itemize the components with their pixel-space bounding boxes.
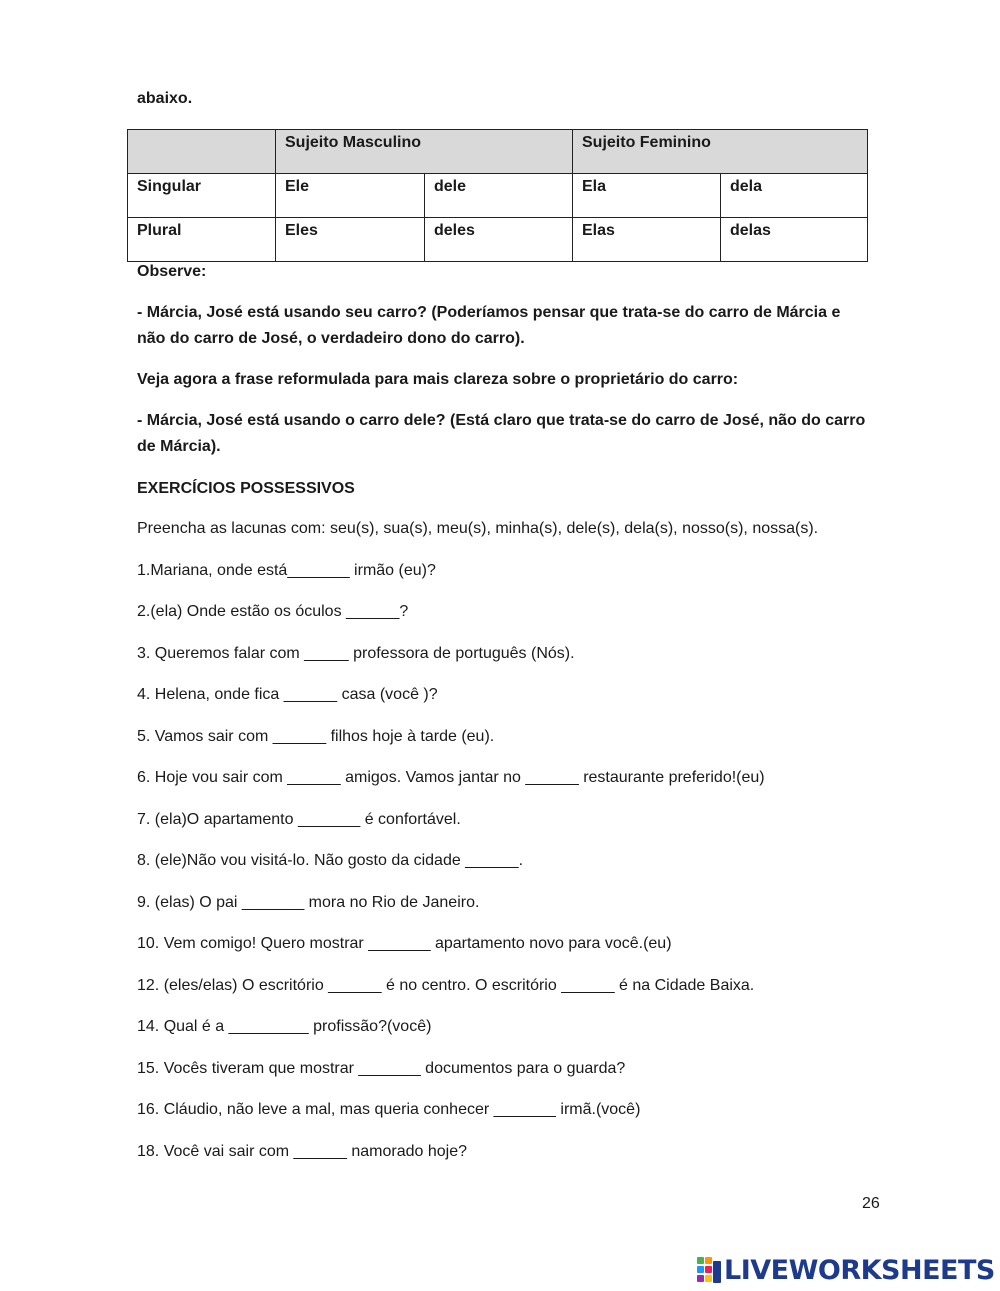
exercise-item-9: 9. (elas) O pai _______ mora no Rio de Janeiro. [137, 894, 480, 911]
table-cell: deles [425, 218, 573, 262]
intro-text: abaixo. [137, 90, 193, 107]
exercises-instruction: Preencha as lacunas com: seu(s), sua(s), meu(s), minha(s), dele(s), dela(s), nosso(s), nossa(s). [137, 520, 819, 537]
exercise-item-16: 16. Cláudio, não leve a mal, mas queria conhecer _______ irmã.(você) [137, 1101, 641, 1118]
table-cell: Ele [276, 174, 425, 218]
exercise-item-18: 18. Você vai sair com ______ namorado hoje? [137, 1143, 467, 1160]
table-cell: Plural [128, 218, 276, 262]
exercise-item-7: 7. (ela)O apartamento _______ é confortável. [137, 811, 461, 828]
possessive-table [127, 129, 868, 262]
observe-paragraph-1: - Márcia, José está usando seu carro? (Poderíamos pensar que trata-se do carro de Márcia e não do carro de José, o verdadeiro dono do carro). [137, 304, 841, 347]
exercise-item-14: 14. Qual é a _________ profissão?(você) [137, 1018, 432, 1035]
exercise-item-10: 10. Vem comigo! Quero mostrar _______ apartamento novo para você.(eu) [137, 935, 672, 952]
page-number: 26 [862, 1195, 880, 1212]
table-cell: delas [721, 218, 868, 262]
table-row-singular [128, 174, 868, 218]
table-header-masculine: Sujeito Masculino [276, 130, 573, 174]
table-header-row [128, 130, 868, 174]
table-cell: Ela [573, 174, 721, 218]
exercise-item-1: 1.Mariana, onde está_______ irmão (eu)? [137, 562, 436, 579]
table-cell: Singular [128, 174, 276, 218]
exercise-item-8: 8. (ele)Não vou visitá-lo. Não gosto da cidade ______. [137, 852, 524, 869]
table-cell: Elas [573, 218, 721, 262]
table-cell: Eles [276, 218, 425, 262]
table-row-plural [128, 218, 868, 262]
exercise-item-12: 12. (eles/elas) O escritório ______ é no centro. O escritório ______ é na Cidade Baixa. [137, 977, 755, 994]
exercises-title: EXERCÍCIOS POSSESSIVOS [137, 480, 355, 497]
exercise-item-6: 6. Hoje vou sair com ______ amigos. Vamos jantar no ______ restaurante preferido!(eu) [137, 769, 765, 786]
table-cell: dela [721, 174, 868, 218]
logo-text: LIVEWORKSHEETS [724, 1254, 995, 1286]
table-header-cell [128, 130, 276, 174]
exercise-item-3: 3. Queremos falar com _____ professora de português (Nós). [137, 645, 575, 662]
table-cell: dele [425, 174, 573, 218]
exercise-item-4: 4. Helena, onde fica ______ casa (você )? [137, 686, 438, 703]
observe-label: Observe: [137, 263, 207, 280]
exercise-item-2: 2.(ela) Onde estão os óculos ______? [137, 603, 409, 620]
exercise-item-5: 5. Vamos sair com ______ filhos hoje à tarde (eu). [137, 728, 495, 745]
liveworksheets-logo [697, 1255, 995, 1285]
exercise-item-15: 15. Vocês tiveram que mostrar _______ documentos para o guarda? [137, 1060, 626, 1077]
observe-paragraph-2: Veja agora a frase reformulada para mais clareza sobre o proprietário do carro: [137, 371, 739, 388]
logo-blocks-icon [697, 1257, 721, 1283]
table-header-feminine: Sujeito Feminino [573, 130, 868, 174]
observe-paragraph-3: - Márcia, José está usando o carro dele? (Está claro que trata-se do carro de José, não do carro de Márcia). [137, 412, 866, 455]
